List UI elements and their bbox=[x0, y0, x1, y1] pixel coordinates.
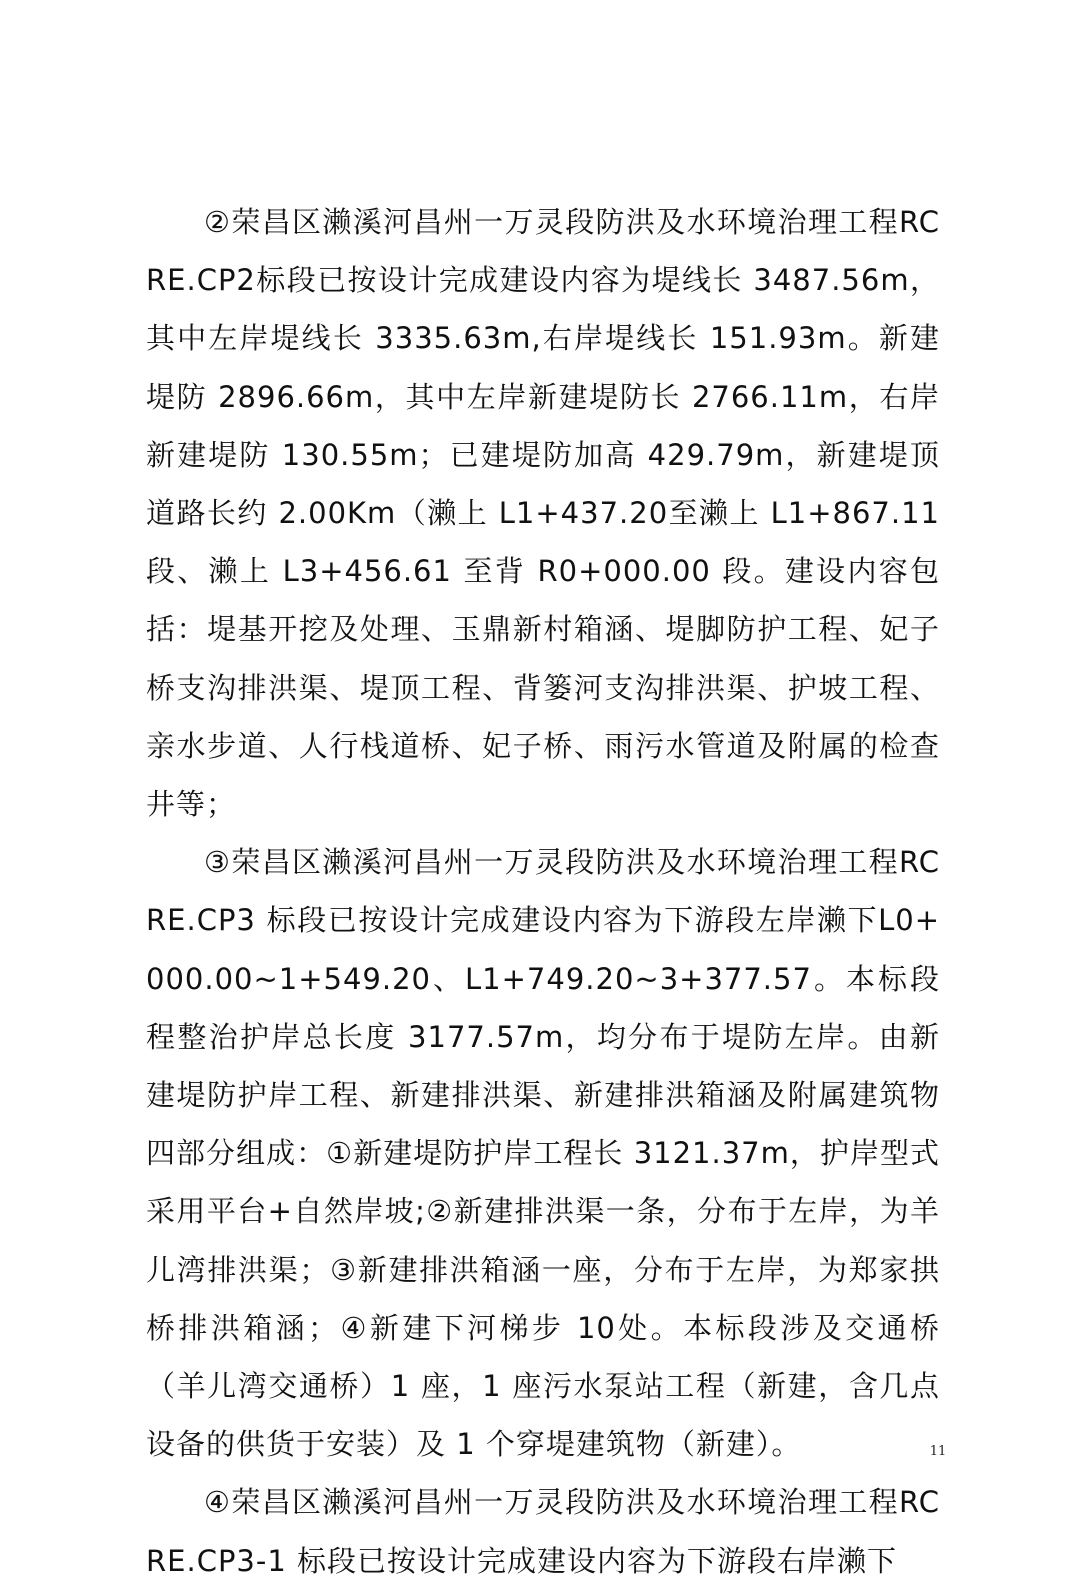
page-number: 11 bbox=[929, 1444, 947, 1459]
paragraph-cp2: ②荣昌区濑溪河昌州一万灵段防洪及水环境治理工程RCRE.CP2标段已按设计完成建设内容为堤线长 3487.56m，其中左岸堤线长 3335.63m,右岸堤线长 151.93m。新建堤防 2896.66m，其中左岸新建堤防长 2766.11m，右岸新建堤防 130.55m；已建堤防加高 429.79m，新建堤顶道路长约 2.00Km（濑上 L1+437.20至濑上 L1+867.11 段、濑上 L3+456.61 至背 R0+000.00 段。建设内容包括：堤基开挖及处理、玉鼎新村箱涵、堤脚防护工程、妃子桥支沟排洪渠、堤顶工程、背篓河支沟排洪渠、护坡工程、亲水步道、人行栈道桥、妃子桥、雨污水管道及附属的检查井等； bbox=[146, 205, 940, 822]
body-text bbox=[146, 193, 940, 1590]
paragraph-cp3-1: ④荣昌区濑溪河昌州一万灵段防洪及水环境治理工程RCRE.CP3-1 标段已按设计完成建设内容为下游段右岸濑下 bbox=[146, 1485, 940, 1578]
paragraph-cp3: ③荣昌区濑溪河昌州一万灵段防洪及水环境治理工程RCRE.CP3 标段已按设计完成建设内容为下游段左岸濑下L0+000.00~1+549.20、L1+749.20~3+377.57。本标段程整治护岸总长度 3177.57m，均分布于堤防左岸。由新建堤防护岸工程、新建排洪渠、新建排洪箱涵及附属建筑物四部分组成：①新建堤防护岸工程长 3121.37m，护岸型式采用平台+自然岸坡;②新建排洪渠一条，分布于左岸，为羊儿湾排洪渠；③新建排洪箱涵一座，分布于左岸，为郑家拱桥排洪箱涵；④新建下河梯步 10处。本标段涉及交通桥（羊儿湾交通桥）1 座，1 座污水泵站工程（新建，含几点设备的供货于安装）及 1 个穿堤建筑物（新建）。 bbox=[146, 845, 940, 1462]
